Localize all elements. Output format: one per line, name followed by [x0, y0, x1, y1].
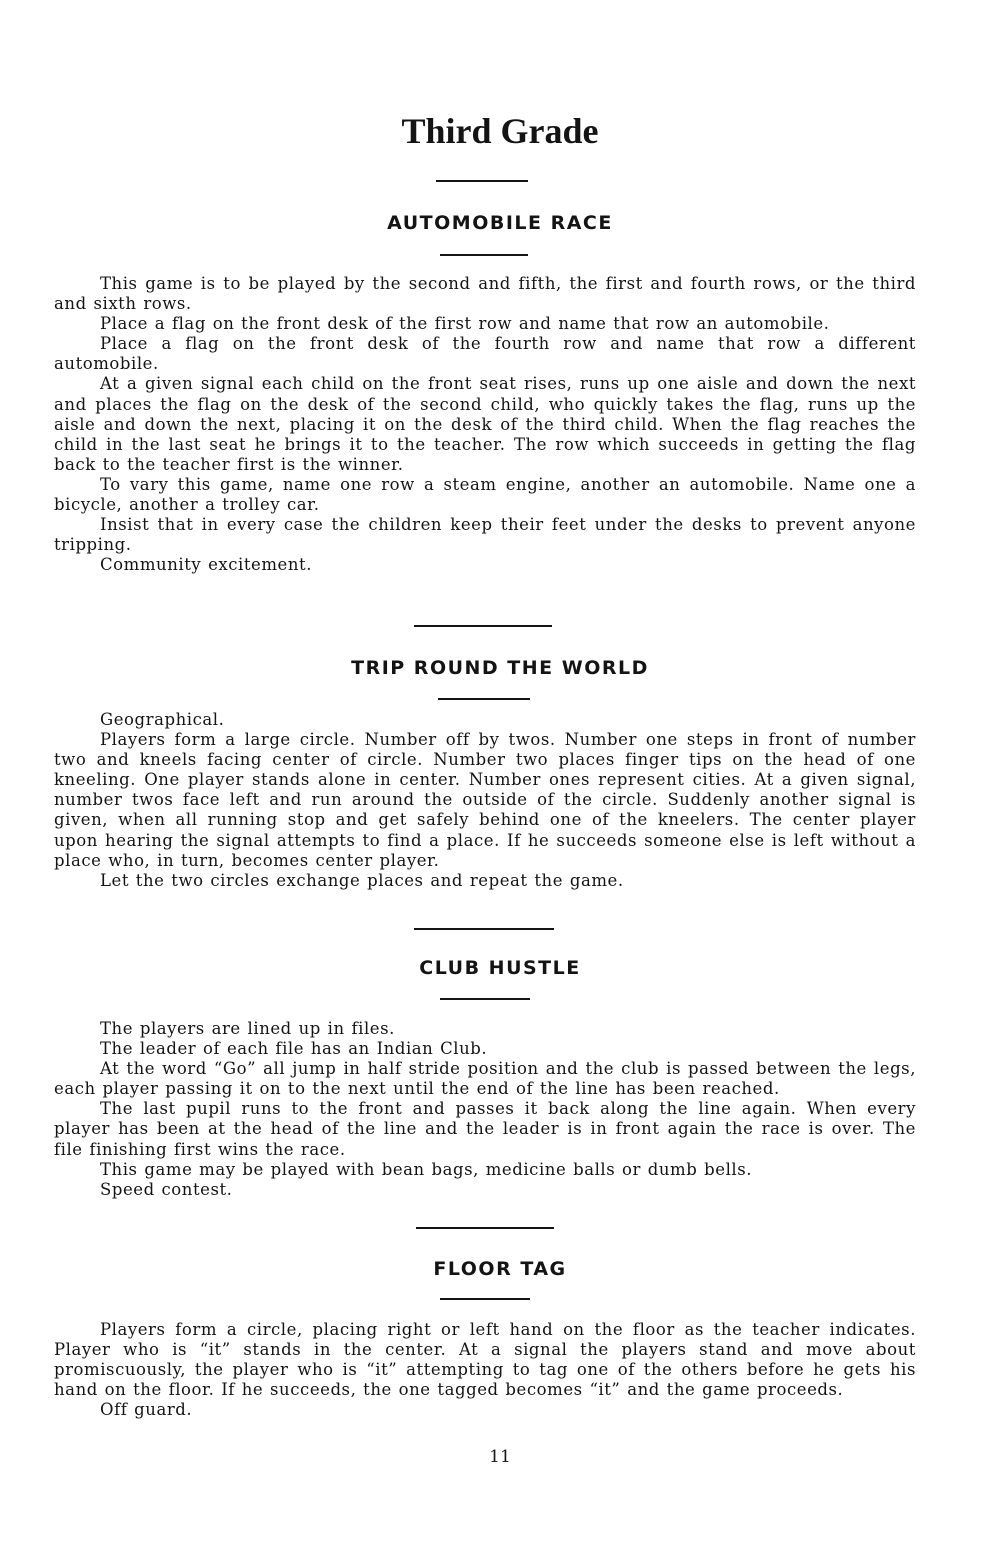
paragraph: Speed contest. — [100, 1179, 233, 1199]
section-heading-trip-round-the-world: TRIP ROUND THE WORLD — [351, 657, 649, 679]
divider-rule — [414, 625, 552, 627]
paragraph: This game is to be played by the second and fifth, the first and fourth rows, or the third and sixth rows. — [54, 274, 916, 314]
section-body-floor-tag — [54, 1320, 916, 1420]
paragraph: The players are lined up in files. — [100, 1019, 395, 1038]
divider-rule — [416, 1227, 554, 1229]
divider-rule — [438, 698, 530, 700]
paragraph: Let the two circles exchange places and repeat the game. — [100, 870, 624, 890]
section-body-automobile-race — [54, 274, 916, 575]
paragraph: Players form a circle, placing right or left hand on the floor as the teacher indicates. Player who is “it” stands in the center. At a signal the players stand and move about promiscuously, the player who is “it” attempting to tag one of the others before he gets his hand on the floor. If he succeeds, the one tagged becomes “it” and the game proceeds. — [54, 1320, 916, 1400]
paragraph: The last pupil runs to the front and passes it back along the line again. When every player has been at the head of the line and the leader is in front again the race is over. The file finishing first wins the race. — [54, 1099, 916, 1159]
paragraph: Geographical. — [100, 710, 225, 729]
section-heading-floor-tag: FLOOR TAG — [433, 1258, 567, 1280]
divider-rule — [414, 928, 554, 930]
divider-rule — [436, 180, 528, 182]
divider-rule — [440, 254, 528, 256]
paragraph: At the word “Go” all jump in half stride position and the club is passed between the legs, each player passing it on to the next until the end of the line has been reached. — [54, 1059, 916, 1099]
paragraph: To vary this game, name one row a steam engine, another an automobile. Name one a bicycle, another a trolley car. — [54, 474, 916, 515]
page-title: Third Grade — [401, 111, 599, 151]
page-number: 11 — [489, 1447, 511, 1467]
section-body-trip-round-the-world — [54, 710, 916, 891]
paragraph: Insist that in every case the children keep their feet under the desks to prevent anyone tripping. — [54, 515, 916, 555]
paragraph: This game may be played with bean bags, medicine balls or dumb bells. — [100, 1159, 753, 1179]
paragraph: At a given signal each child on the front seat rises, runs up one aisle and down the next and places the flag on the desk of the second child, who quickly takes the flag, runs up the aisle and down the next, placing it on the desk of the third child. When the flag reaches the child in the last seat he brings it to the teacher. The row which succeeds in getting the flag back to the teacher first is the winner. — [54, 374, 916, 474]
paragraph: Place a flag on the front desk of the first row and name that row an automobile. — [100, 314, 830, 334]
divider-rule — [440, 1298, 530, 1300]
paragraph: Off guard. — [100, 1400, 193, 1420]
paragraph: Community excitement. — [100, 555, 313, 575]
paragraph: Players form a large circle. Number off by twos. Number one steps in front of number two and kneels facing center of circle. Number two places finger tips on the head of one kneeling. One player stands alone in center. Number ones represent cities. At a given signal, number twos face left and run around the outside of the circle. Suddenly another signal is given, when all running stop and get safely behind one of the kneelers. The center player upon hearing the signal attempts to find a place. If he succeeds someone else is left without a place who, in turn, becomes center player. — [54, 730, 916, 870]
paragraph: Place a flag on the front desk of the fourth row and name that row a different automobile. — [54, 334, 916, 374]
paragraph: The leader of each file has an Indian Club. — [100, 1039, 488, 1059]
divider-rule — [440, 998, 530, 1000]
section-body-club-hustle — [54, 1019, 916, 1200]
section-heading-club-hustle: CLUB HUSTLE — [419, 957, 581, 979]
section-heading-automobile-race: AUTOMOBILE RACE — [387, 212, 613, 234]
